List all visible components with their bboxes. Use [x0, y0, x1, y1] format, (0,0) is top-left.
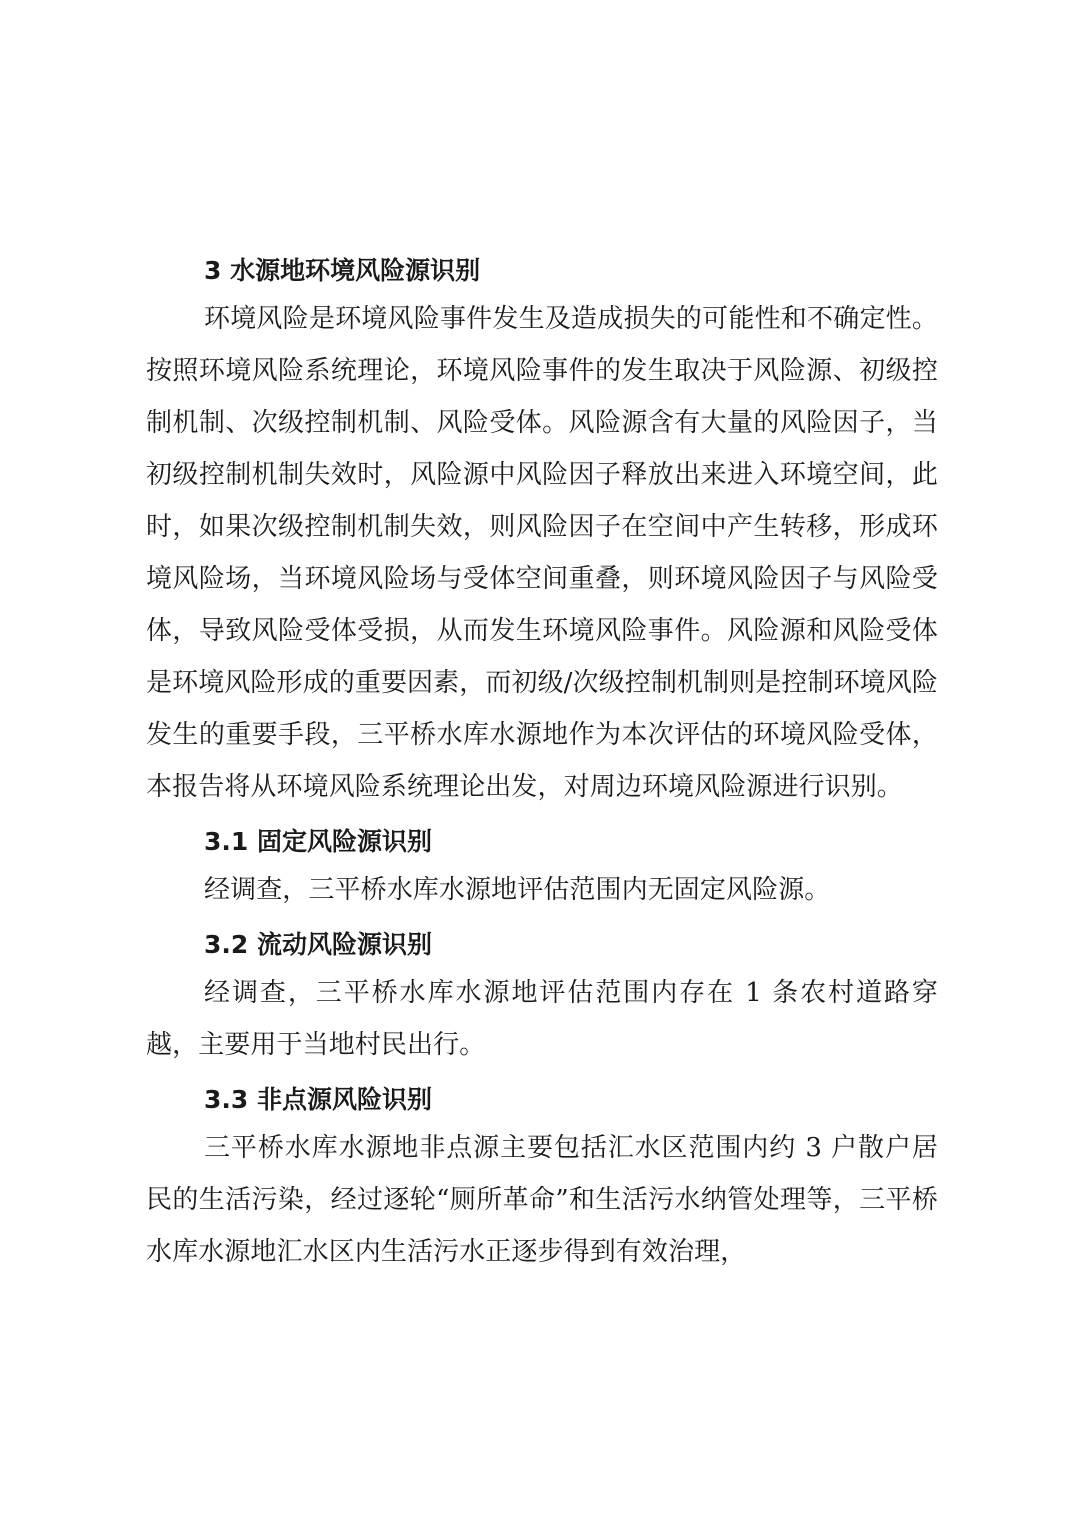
document-page [146, 249, 938, 1278]
subsection-heading-fixed: 3.1 固定风险源识别 [204, 827, 432, 856]
subsection-heading-mobile: 3.2 流动风险源识别 [204, 930, 432, 959]
subsection-paragraph-mobile: 经调查，三平桥水库水源地评估范围内存在 1 条农村道路穿越，主要用于当地村民出行。 [146, 978, 938, 1060]
section-paragraph: 环境风险是环境风险事件发生及造成损失的可能性和不确定性。按照环境风险系统理论，环境风险事件的发生取决于风险源、初级控制机制、次级控制机制、风险受体。风险源含有大量的风险因子，当初级控制机制失效时，风险源中风险因子释放出来进入环境空间，此时，如果次级控制机制失效，则风险因子在空间中产生转移，形成环境风险场，当环境风险场与受体空间重叠，则环境风险因子与风险受体，导致风险受体受损，从而发生环境风险事件。风险源和风险受体是环境风险形成的重要因素，而初级/次级控制机制则是控制环境风险发生的重要手段，三平桥水库水源地作为本次评估的环境风险受体，本报告将从环境风险系统理论出发，对周边环境风险源进行识别。 [146, 304, 938, 802]
subsection-paragraph-nonpoint: 三平桥水库水源地非点源主要包括汇水区范围内约 3 户散户居民的生活污染，经过逐轮“厕所革命”和生活污水纳管处理等，三平桥水库水源地汇水区内生活污水正逐步得到有效治理， [146, 1133, 938, 1267]
subsection-paragraph-fixed: 经调查，三平桥水库水源地评估范围内无固定风险源。 [204, 875, 831, 905]
section-heading: 3 水源地环境风险源识别 [204, 256, 481, 285]
subsection-heading-nonpoint: 3.3 非点源风险识别 [204, 1085, 432, 1114]
